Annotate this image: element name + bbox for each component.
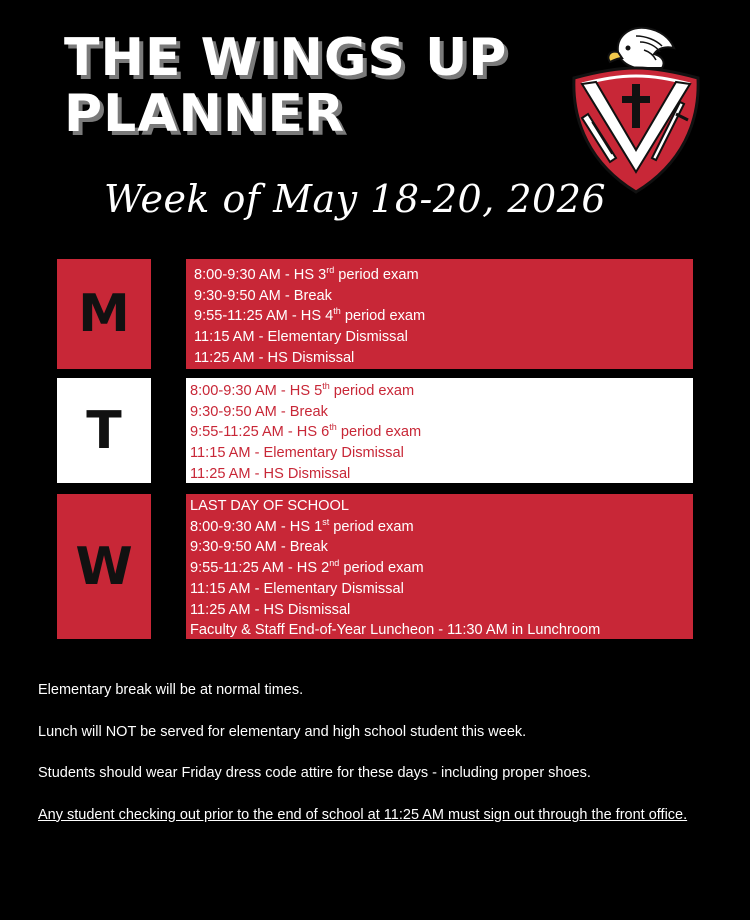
notes [38, 680, 708, 846]
schedule-item: 11:15 AM - Elementary Dismissal [194, 329, 408, 346]
title-line-2: PLANNER [64, 84, 346, 144]
schedule-item: 8:00-9:30 AM - HS 1st period exam [190, 516, 414, 535]
schedule-wednesday [186, 494, 693, 639]
schedule-tuesday [186, 378, 693, 483]
schedule-item: 9:55-11:25 AM - HS 6th period exam [190, 422, 422, 441]
schedule-item: 9:55-11:25 AM - HS 2nd period exam [190, 558, 424, 577]
day-box-tuesday: T [57, 378, 151, 483]
week-subtitle: Week of May 18-20, 2026 [104, 177, 607, 221]
schedule-item: Faculty & Staff End-of-Year Luncheon - 11:30 AM in Lunchroom [190, 622, 601, 639]
schedule-item: 11:15 AM - Elementary Dismissal [190, 580, 404, 597]
note-dress-code: Students should wear Friday dress code attire for these days - including proper shoes. [38, 765, 591, 781]
schedule-monday [186, 259, 693, 369]
page-title [64, 30, 507, 142]
schedule-item: LAST DAY OF SCHOOL [190, 498, 349, 514]
note-lunch: Lunch will NOT be served for elementary and high school student this week. [38, 723, 527, 740]
schedule-item: 11:25 AM - HS Dismissal [190, 601, 351, 618]
day-box-wednesday: W [57, 494, 151, 639]
schedule-item: 9:30-9:50 AM - Break [194, 287, 332, 304]
schedule-item: 8:00-9:30 AM - HS 3rd period exam [194, 265, 419, 283]
note-checkout: Any student checking out prior to the end of school at 11:25 AM must sign out through the front office. [38, 806, 688, 823]
schedule-item: 9:30-9:50 AM - Break [190, 403, 328, 420]
day-box-monday: M [57, 259, 151, 369]
schedule-item: 9:55-11:25 AM - HS 4th period exam [194, 306, 426, 325]
schedule-item: 11:15 AM - Elementary Dismissal [190, 445, 404, 462]
schedule-item: 11:25 AM - HS Dismissal [194, 349, 355, 366]
schedule-item: 11:25 AM - HS Dismissal [190, 465, 351, 482]
schedule-item: 9:30-9:50 AM - Break [190, 539, 328, 556]
schedule-item: 8:00-9:30 AM - HS 5th period exam [190, 381, 415, 399]
title-line-1: THE WINGS UP [64, 28, 508, 88]
note-elementary-break: Elementary break will be at normal times. [38, 682, 304, 698]
eagle-shield-crest-icon [566, 22, 706, 197]
